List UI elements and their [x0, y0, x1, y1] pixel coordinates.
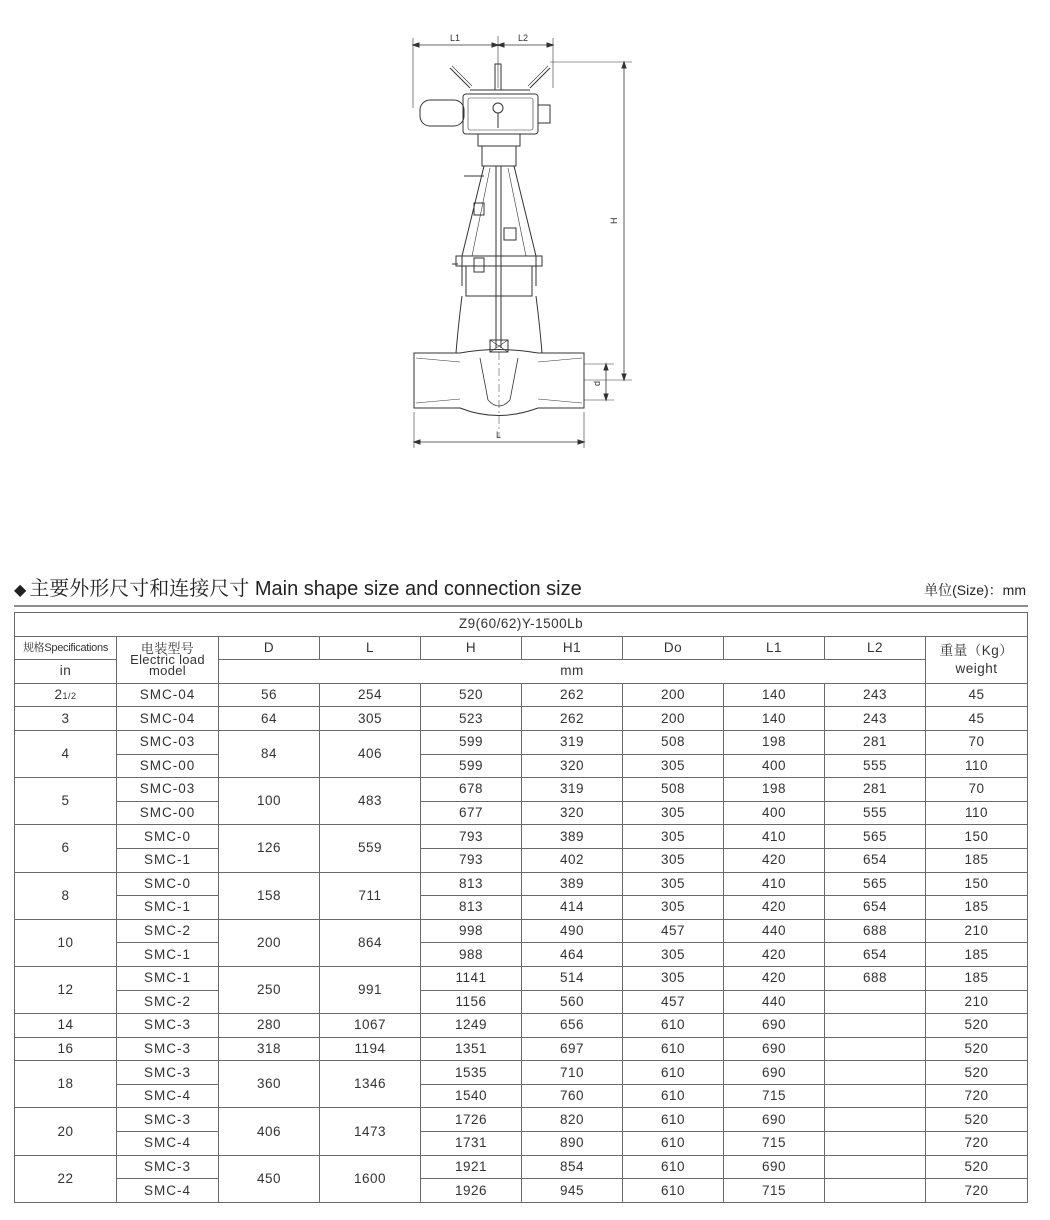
- spec-cell: 18: [15, 1061, 117, 1108]
- l1-cell: 715: [724, 1179, 825, 1203]
- l1-cell: 440: [724, 990, 825, 1014]
- h1-cell: 710: [522, 1061, 623, 1085]
- l2-cell: 654: [825, 896, 926, 920]
- model-cell: SMC-1: [117, 943, 219, 967]
- h-cell: 1351: [421, 1037, 522, 1061]
- do-cell: 305: [623, 872, 724, 896]
- table-row: [15, 1084, 1028, 1108]
- spec-cell: 12: [15, 966, 117, 1013]
- dim-label-l: L: [496, 430, 502, 440]
- l-cell: 1067: [320, 1014, 421, 1038]
- weight-cell: 210: [926, 990, 1028, 1014]
- l-cell: 406: [320, 730, 421, 777]
- l2-cell: 565: [825, 825, 926, 849]
- table-row: [15, 1132, 1028, 1156]
- table-row: [15, 778, 1028, 802]
- l2-cell: 688: [825, 919, 926, 943]
- l2-cell: [825, 1132, 926, 1156]
- l-cell: 305: [320, 707, 421, 731]
- table-row: [15, 707, 1028, 731]
- h-cell: 793: [421, 848, 522, 872]
- l1-cell: 420: [724, 966, 825, 990]
- spec-cell: 4: [15, 730, 117, 777]
- dim-label-d: d: [592, 380, 602, 386]
- model-cell: SMC-00: [117, 801, 219, 825]
- table-row: [15, 872, 1028, 896]
- l2-cell: [825, 1037, 926, 1061]
- do-cell: 610: [623, 1061, 724, 1085]
- h1-cell: 890: [522, 1132, 623, 1156]
- title-divider: [14, 605, 1028, 607]
- h-cell: 523: [421, 707, 522, 731]
- section-title: [14, 572, 582, 601]
- table-row: [15, 1179, 1028, 1203]
- table-row: [15, 848, 1028, 872]
- d-cell: 100: [219, 778, 320, 825]
- model-cell: SMC-4: [117, 1132, 219, 1156]
- h-cell: 793: [421, 825, 522, 849]
- l2-cell: [825, 1084, 926, 1108]
- l1-cell: 420: [724, 848, 825, 872]
- do-cell: 200: [623, 707, 724, 731]
- table-row: [15, 1037, 1028, 1061]
- h1-cell: 514: [522, 966, 623, 990]
- weight-cell: 210: [926, 919, 1028, 943]
- model-cell: SMC-3: [117, 1061, 219, 1085]
- h1-cell: 402: [522, 848, 623, 872]
- model-cell: SMC-4: [117, 1084, 219, 1108]
- header-spec-unit: in: [15, 660, 117, 684]
- l1-cell: 440: [724, 919, 825, 943]
- dim-label-l1: L1: [450, 33, 461, 43]
- do-cell: 610: [623, 1179, 724, 1203]
- l-cell: 1600: [320, 1155, 421, 1202]
- spec-whole: 2: [54, 686, 63, 702]
- h-cell: 1731: [421, 1132, 522, 1156]
- spec-cell: 5: [15, 778, 117, 825]
- l2-cell: [825, 1179, 926, 1203]
- l2-cell: [825, 1155, 926, 1179]
- h-cell: 1535: [421, 1061, 522, 1085]
- header-l1: L1: [724, 636, 825, 660]
- spec-cell: 8: [15, 872, 117, 919]
- weight-cell: 520: [926, 1037, 1028, 1061]
- header-h1: H1: [522, 636, 623, 660]
- model-cell: SMC-2: [117, 990, 219, 1014]
- h1-cell: 414: [522, 896, 623, 920]
- l2-cell: 654: [825, 943, 926, 967]
- l2-cell: 565: [825, 872, 926, 896]
- l-cell: 991: [320, 966, 421, 1013]
- weight-cell: 185: [926, 848, 1028, 872]
- table-row: [15, 1014, 1028, 1038]
- l-cell: 559: [320, 825, 421, 872]
- h-cell: 1156: [421, 990, 522, 1014]
- h1-cell: 320: [522, 754, 623, 778]
- h-cell: 599: [421, 754, 522, 778]
- h-cell: 1141: [421, 966, 522, 990]
- h1-cell: 320: [522, 801, 623, 825]
- l-cell: 1473: [320, 1108, 421, 1155]
- h1-cell: 760: [522, 1084, 623, 1108]
- l1-cell: 690: [724, 1155, 825, 1179]
- header-model: [117, 636, 219, 683]
- h-cell: 520: [421, 683, 522, 707]
- l2-cell: 555: [825, 801, 926, 825]
- h-cell: 1540: [421, 1084, 522, 1108]
- model-cell: SMC-1: [117, 966, 219, 990]
- header-d: D: [219, 636, 320, 660]
- weight-cell: 110: [926, 754, 1028, 778]
- header-weight: [926, 636, 1028, 683]
- l1-cell: 410: [724, 872, 825, 896]
- h1-cell: 820: [522, 1108, 623, 1132]
- do-cell: 610: [623, 1108, 724, 1132]
- d-cell: 126: [219, 825, 320, 872]
- l1-cell: 140: [724, 683, 825, 707]
- do-cell: 305: [623, 966, 724, 990]
- weight-cell: 720: [926, 1179, 1028, 1203]
- l2-cell: 281: [825, 778, 926, 802]
- header-weight-cn: 重量（Kg）: [939, 642, 1014, 658]
- valve-drawing: [400, 28, 660, 458]
- table-row: [15, 896, 1028, 920]
- l1-cell: 198: [724, 730, 825, 754]
- do-cell: 457: [623, 990, 724, 1014]
- l-cell: 483: [320, 778, 421, 825]
- diamond-bullet-icon: ◆: [14, 582, 27, 599]
- h1-cell: 389: [522, 825, 623, 849]
- l2-cell: 555: [825, 754, 926, 778]
- model-cell: SMC-04: [117, 683, 219, 707]
- table-row: [15, 730, 1028, 754]
- table-row: [15, 754, 1028, 778]
- h1-cell: 319: [522, 778, 623, 802]
- dim-label-h: H: [609, 217, 619, 224]
- d-cell: 158: [219, 872, 320, 919]
- l1-cell: 715: [724, 1084, 825, 1108]
- table-row: [15, 1108, 1028, 1132]
- d-cell: 318: [219, 1037, 320, 1061]
- l-cell: 864: [320, 919, 421, 966]
- header-model-en: Electric load model: [130, 652, 205, 679]
- do-cell: 305: [623, 848, 724, 872]
- unit-note: 单位(Size)：mm: [924, 582, 1026, 598]
- weight-cell: 185: [926, 896, 1028, 920]
- l2-cell: 243: [825, 707, 926, 731]
- d-cell: 200: [219, 919, 320, 966]
- h-cell: 1726: [421, 1108, 522, 1132]
- h1-cell: 490: [522, 919, 623, 943]
- header-weight-en: weight: [955, 660, 998, 676]
- h1-cell: 560: [522, 990, 623, 1014]
- spec-cell: 16: [15, 1037, 117, 1061]
- model-cell: SMC-04: [117, 707, 219, 731]
- h-cell: 988: [421, 943, 522, 967]
- spec-cell: 20: [15, 1108, 117, 1155]
- h-cell: 1249: [421, 1014, 522, 1038]
- l1-cell: 715: [724, 1132, 825, 1156]
- d-cell: 450: [219, 1155, 320, 1202]
- model-cell: SMC-3: [117, 1037, 219, 1061]
- l1-cell: 690: [724, 1061, 825, 1085]
- h-cell: 1926: [421, 1179, 522, 1203]
- l1-cell: 198: [724, 778, 825, 802]
- l1-cell: 410: [724, 825, 825, 849]
- do-cell: 457: [623, 919, 724, 943]
- table-row: [15, 966, 1028, 990]
- dim-label-l2: L2: [518, 33, 529, 43]
- do-cell: 200: [623, 683, 724, 707]
- model-cell: SMC-03: [117, 778, 219, 802]
- h-cell: 998: [421, 919, 522, 943]
- spec-cell: 6: [15, 825, 117, 872]
- do-cell: 305: [623, 754, 724, 778]
- l-cell: 1346: [320, 1061, 421, 1108]
- header-spec: 规格Specifications: [15, 636, 117, 660]
- model-cell: SMC-3: [117, 1155, 219, 1179]
- d-cell: 56: [219, 683, 320, 707]
- model-cell: SMC-00: [117, 754, 219, 778]
- l2-cell: [825, 1108, 926, 1132]
- do-cell: 610: [623, 1037, 724, 1061]
- table-row: [15, 1061, 1028, 1085]
- spec-cell: [15, 683, 117, 707]
- valve-drawing-svg: [400, 28, 660, 458]
- table-row: [15, 943, 1028, 967]
- model-cell: SMC-4: [117, 1179, 219, 1203]
- l1-cell: 420: [724, 896, 825, 920]
- h1-cell: 262: [522, 707, 623, 731]
- model-cell: SMC-1: [117, 848, 219, 872]
- h-cell: 1921: [421, 1155, 522, 1179]
- l-cell: 1194: [320, 1037, 421, 1061]
- weight-cell: 720: [926, 1132, 1028, 1156]
- l1-cell: 690: [724, 1037, 825, 1061]
- l-cell: 711: [320, 872, 421, 919]
- l1-cell: 690: [724, 1108, 825, 1132]
- do-cell: 305: [623, 801, 724, 825]
- l2-cell: [825, 1061, 926, 1085]
- weight-cell: 70: [926, 778, 1028, 802]
- model-cell: SMC-0: [117, 872, 219, 896]
- weight-cell: 150: [926, 825, 1028, 849]
- d-cell: 406: [219, 1108, 320, 1155]
- l2-cell: 688: [825, 966, 926, 990]
- l-cell: 254: [320, 683, 421, 707]
- d-cell: 84: [219, 730, 320, 777]
- weight-cell: 45: [926, 707, 1028, 731]
- table-row: [15, 990, 1028, 1014]
- l2-cell: [825, 990, 926, 1014]
- header-row: [15, 636, 1028, 660]
- do-cell: 610: [623, 1132, 724, 1156]
- model-cell: SMC-0: [117, 825, 219, 849]
- header-do: Do: [623, 636, 724, 660]
- table-row: [15, 683, 1028, 707]
- d-cell: 360: [219, 1061, 320, 1108]
- d-cell: 280: [219, 1014, 320, 1038]
- l1-cell: 140: [724, 707, 825, 731]
- h1-cell: 656: [522, 1014, 623, 1038]
- h1-cell: 854: [522, 1155, 623, 1179]
- h1-cell: 262: [522, 683, 623, 707]
- spec-fraction: 1/2: [62, 690, 77, 701]
- l2-cell: [825, 1014, 926, 1038]
- header-model-cn: 电装型号: [140, 641, 195, 657]
- weight-cell: 520: [926, 1155, 1028, 1179]
- header-l2: L2: [825, 636, 926, 660]
- model-cell: SMC-1: [117, 896, 219, 920]
- weight-cell: 70: [926, 730, 1028, 754]
- weight-cell: 185: [926, 943, 1028, 967]
- spec-cell: 14: [15, 1014, 117, 1038]
- table-row: [15, 1155, 1028, 1179]
- do-cell: 610: [623, 1084, 724, 1108]
- l2-cell: 243: [825, 683, 926, 707]
- h1-cell: 464: [522, 943, 623, 967]
- spec-table: [14, 612, 1028, 1203]
- l1-cell: 420: [724, 943, 825, 967]
- weight-cell: 520: [926, 1014, 1028, 1038]
- d-cell: 64: [219, 707, 320, 731]
- weight-cell: 520: [926, 1061, 1028, 1085]
- spec-cell: 10: [15, 919, 117, 966]
- caption-row: [15, 613, 1028, 637]
- table-caption: Z9(60/62)Y-1500Lb: [15, 613, 1028, 637]
- do-cell: 305: [623, 825, 724, 849]
- do-cell: 508: [623, 778, 724, 802]
- h1-cell: 945: [522, 1179, 623, 1203]
- l1-cell: 400: [724, 754, 825, 778]
- model-cell: SMC-2: [117, 919, 219, 943]
- weight-cell: 150: [926, 872, 1028, 896]
- l1-cell: 400: [724, 801, 825, 825]
- do-cell: 610: [623, 1155, 724, 1179]
- model-cell: SMC-3: [117, 1108, 219, 1132]
- weight-cell: 720: [926, 1084, 1028, 1108]
- section-header: [14, 572, 1028, 602]
- h-cell: 677: [421, 801, 522, 825]
- header-h: H: [421, 636, 522, 660]
- h-cell: 813: [421, 896, 522, 920]
- weight-cell: 520: [926, 1108, 1028, 1132]
- table-row: [15, 825, 1028, 849]
- l2-cell: 281: [825, 730, 926, 754]
- spec-cell: 22: [15, 1155, 117, 1202]
- h1-cell: 697: [522, 1037, 623, 1061]
- table-row: [15, 919, 1028, 943]
- weight-cell: 45: [926, 683, 1028, 707]
- weight-cell: 110: [926, 801, 1028, 825]
- l2-cell: 654: [825, 848, 926, 872]
- h1-cell: 319: [522, 730, 623, 754]
- do-cell: 305: [623, 943, 724, 967]
- l1-cell: 690: [724, 1014, 825, 1038]
- do-cell: 610: [623, 1014, 724, 1038]
- spec-table-body: [15, 683, 1028, 1202]
- h-cell: 813: [421, 872, 522, 896]
- do-cell: 508: [623, 730, 724, 754]
- table-row: [15, 801, 1028, 825]
- h-cell: 678: [421, 778, 522, 802]
- section-title-text: 主要外形尺寸和连接尺寸 Main shape size and connection size: [29, 578, 582, 600]
- weight-cell: 185: [926, 966, 1028, 990]
- spec-cell: 3: [15, 707, 117, 731]
- model-cell: SMC-03: [117, 730, 219, 754]
- header-mm-unit: mm: [219, 660, 926, 684]
- d-cell: 250: [219, 966, 320, 1013]
- do-cell: 305: [623, 896, 724, 920]
- header-l: L: [320, 636, 421, 660]
- model-cell: SMC-3: [117, 1014, 219, 1038]
- h-cell: 599: [421, 730, 522, 754]
- h1-cell: 389: [522, 872, 623, 896]
